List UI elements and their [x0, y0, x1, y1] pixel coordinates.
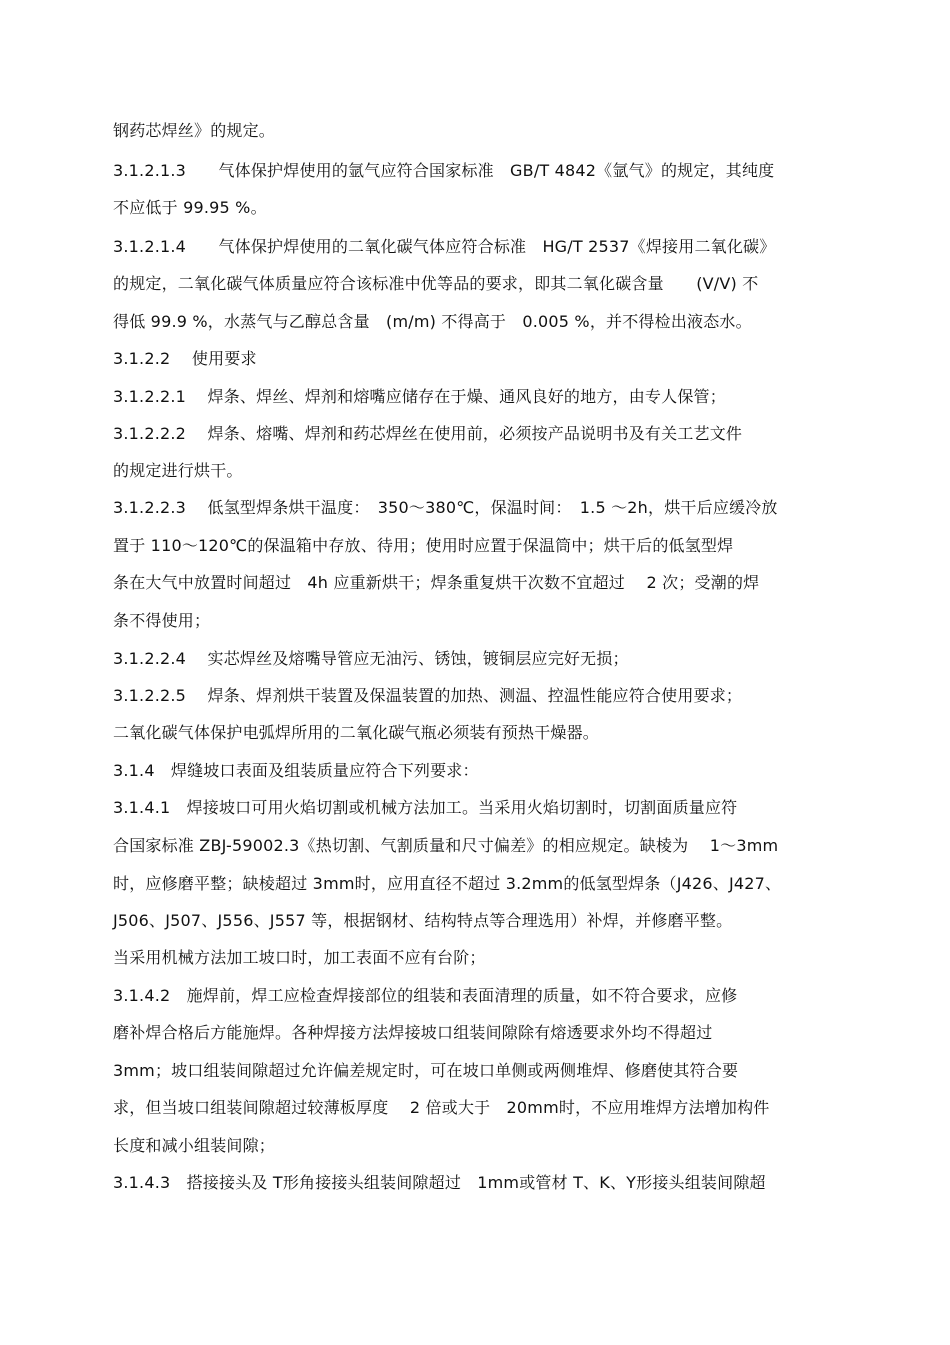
text-line: 置于 110～120℃的保温箱中存放、待用；使用时应置于保温筒中；烘干后的低氢型焊	[113, 536, 734, 555]
text-line: 3.1.2.2.4 实芯焊丝及熔嘴导管应无油污、锈蚀，镀铜层应完好无损；	[113, 649, 629, 668]
text-line: 3.1.4 焊缝坡口表面及组装质量应符合下列要求：	[113, 761, 479, 780]
text-line: 3.1.2.2.1 焊条、焊丝、焊剂和熔嘴应储存在于燥、通风良好的地方，由专人保管；	[113, 387, 726, 406]
text-line: 时，应修磨平整；缺棱超过 3mm时，应用直径不超过 3.2mm的低氢型焊条（J426、J427、	[113, 874, 782, 893]
text-line: 得低 99.9 %，水蒸气与乙醇总含量 (m/m) 不得高于 0.005 %，并不得检出液态水。	[113, 312, 752, 331]
text-line: 求，但当坡口组装间隙超过较薄板厚度 2 倍或大于 20mm时，不应用堆焊方法增加构件	[113, 1098, 770, 1117]
text-line: 3.1.2.2.5 焊条、焊剂烘干装置及保温装置的加热、测温、控温性能应符合使用要求；	[113, 686, 743, 705]
text-line: 的规定，二氧化碳气体质量应符合该标准中优等品的要求，即其二氧化碳含量 (V/V) 不	[113, 274, 759, 293]
text-line: 3.1.2.1.3 气体保护焊使用的氩气应符合国家标准 GB/T 4842《氩气》的规定，其纯度	[113, 161, 775, 180]
text-line: 条在大气中放置时间超过 4h 应重新烘干；焊条重复烘干次数不宜超过 2 次；受潮的焊	[113, 573, 760, 592]
text-line: 长度和减小组装间隙；	[113, 1136, 276, 1155]
text-line: 磨补焊合格后方能施焊。各种焊接方法焊接坡口组装间隙除有熔透要求外均不得超过	[113, 1023, 713, 1042]
text-line: 不应低于 99.95 %。	[113, 198, 267, 217]
text-line: 3.1.2.2 使用要求	[113, 349, 257, 368]
text-line: 条不得使用；	[113, 611, 211, 630]
text-line: 当采用机械方法加工坡口时，加工表面不应有台阶；	[113, 948, 486, 967]
text-line: 3.1.2.2.2 焊条、熔嘴、焊剂和药芯焊丝在使用前，必须按产品说明书及有关工艺文件	[113, 424, 743, 443]
text-line: 3.1.2.2.3 低氢型焊条烘干温度： 350～380℃，保温时间： 1.5 ～2h，烘干后应缓冷放	[113, 498, 778, 517]
text-line: 3.1.4.2 施焊前，焊工应检查焊接部位的组装和表面清理的质量，如不符合要求，应修	[113, 986, 738, 1005]
text-line: 3.1.4.3 搭接接头及 T形角接接头组装间隙超过 1mm或管材 T、K、Y形接头组装间隙超	[113, 1173, 766, 1192]
text-line: 3mm；坡口组装间隙超过允许偏差规定时，可在坡口单侧或两侧堆焊、修磨使其符合要	[113, 1061, 739, 1080]
text-line: 钢药芯焊丝》的规定。	[113, 121, 276, 140]
text-line: 二氧化碳气体保护电弧焊所用的二氧化碳气瓶必须装有预热干燥器。	[113, 723, 600, 742]
text-line: 的规定进行烘干。	[113, 461, 243, 480]
text-line: 3.1.4.1 焊接坡口可用火焰切割或机械方法加工。当采用火焰切割时，切割面质量应符	[113, 798, 738, 817]
text-line: 合国家标准 ZBJ-59002.3《热切割、气割质量和尺寸偏差》的相应规定。缺棱为 1～3mm	[113, 836, 779, 855]
text-line: 3.1.2.1.4 气体保护焊使用的二氧化碳气体应符合标准 HG/T 2537《焊接用二氧化碳》	[113, 237, 776, 256]
text-line: J506、J507、J556、J557 等，根据钢材、结构特点等合理选用）补焊，并修磨平整。	[113, 911, 733, 930]
